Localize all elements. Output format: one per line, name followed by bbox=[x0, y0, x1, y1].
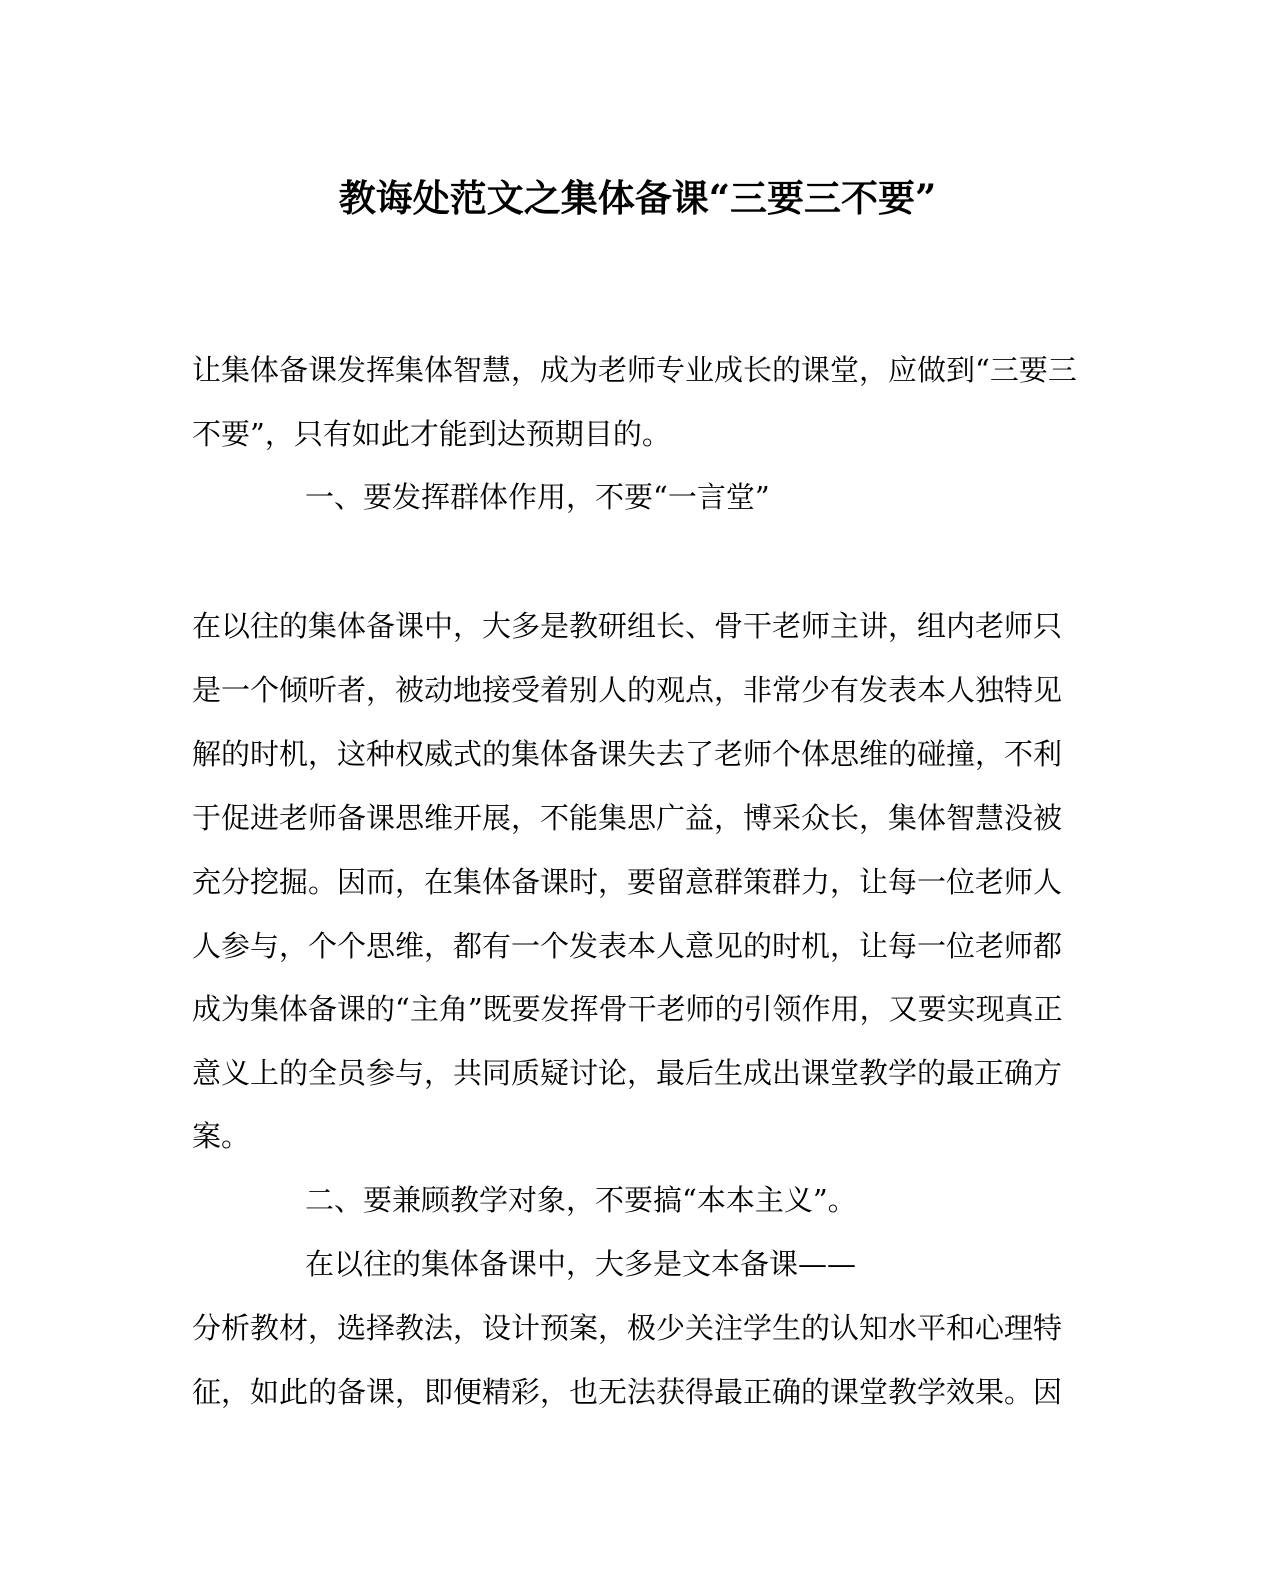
paragraph-line: 解的时机，这种权威式的集体备课失去了老师个体思维的碰撞，不利 bbox=[192, 737, 1063, 771]
paragraph-line: 让集体备课发挥集体智慧，成为老师专业成长的课堂，应做到“三要三 bbox=[192, 353, 1077, 387]
paragraph-line: 意义上的全员参与，共同质疑讨论，最后生成出课堂教学的最正确方 bbox=[192, 1056, 1063, 1090]
paragraph-line: 分析教材，选择教法，设计预案，极少关注学生的认知水平和心理特 bbox=[192, 1311, 1063, 1345]
paragraph-line: 案。 bbox=[192, 1119, 251, 1153]
paragraph-line: 是一个倾听者，被动地接受着别人的观点，非常少有发表本人独特见 bbox=[192, 673, 1063, 707]
paragraph-line: 征，如此的备课，即便精彩，也无法获得最正确的课堂教学效果。因 bbox=[192, 1375, 1063, 1409]
section-heading: 一、要发挥群体作用，不要“一言堂” bbox=[305, 480, 770, 514]
paragraph-line: 在以往的集体备课中，大多是教研组长、骨干老师主讲，组内老师只 bbox=[192, 609, 1063, 643]
paragraph-line: 人参与，个个思维，都有一个发表本人意见的时机，让每一位老师都 bbox=[192, 929, 1063, 963]
section-heading: 二、要兼顾教学对象，不要搞“本本主义”。 bbox=[305, 1183, 857, 1217]
document-title: 教诲处范文之集体备课“三要三不要” bbox=[338, 176, 937, 220]
paragraph-line: 充分挖掘。因而，在集体备课时，要留意群策群力，让每一位老师人 bbox=[192, 865, 1063, 899]
paragraph-line: 不要”，只有如此才能到达预期目的。 bbox=[192, 417, 671, 451]
paragraph-line: 成为集体备课的“主角”既要发挥骨干老师的引领作用，又要实现真正 bbox=[192, 992, 1063, 1026]
paragraph-line: 于促进老师备课思维开展，不能集思广益，博采众长，集体智慧没被 bbox=[192, 801, 1063, 835]
paragraph-line: 在以往的集体备课中，大多是文本备课—— bbox=[305, 1247, 857, 1281]
